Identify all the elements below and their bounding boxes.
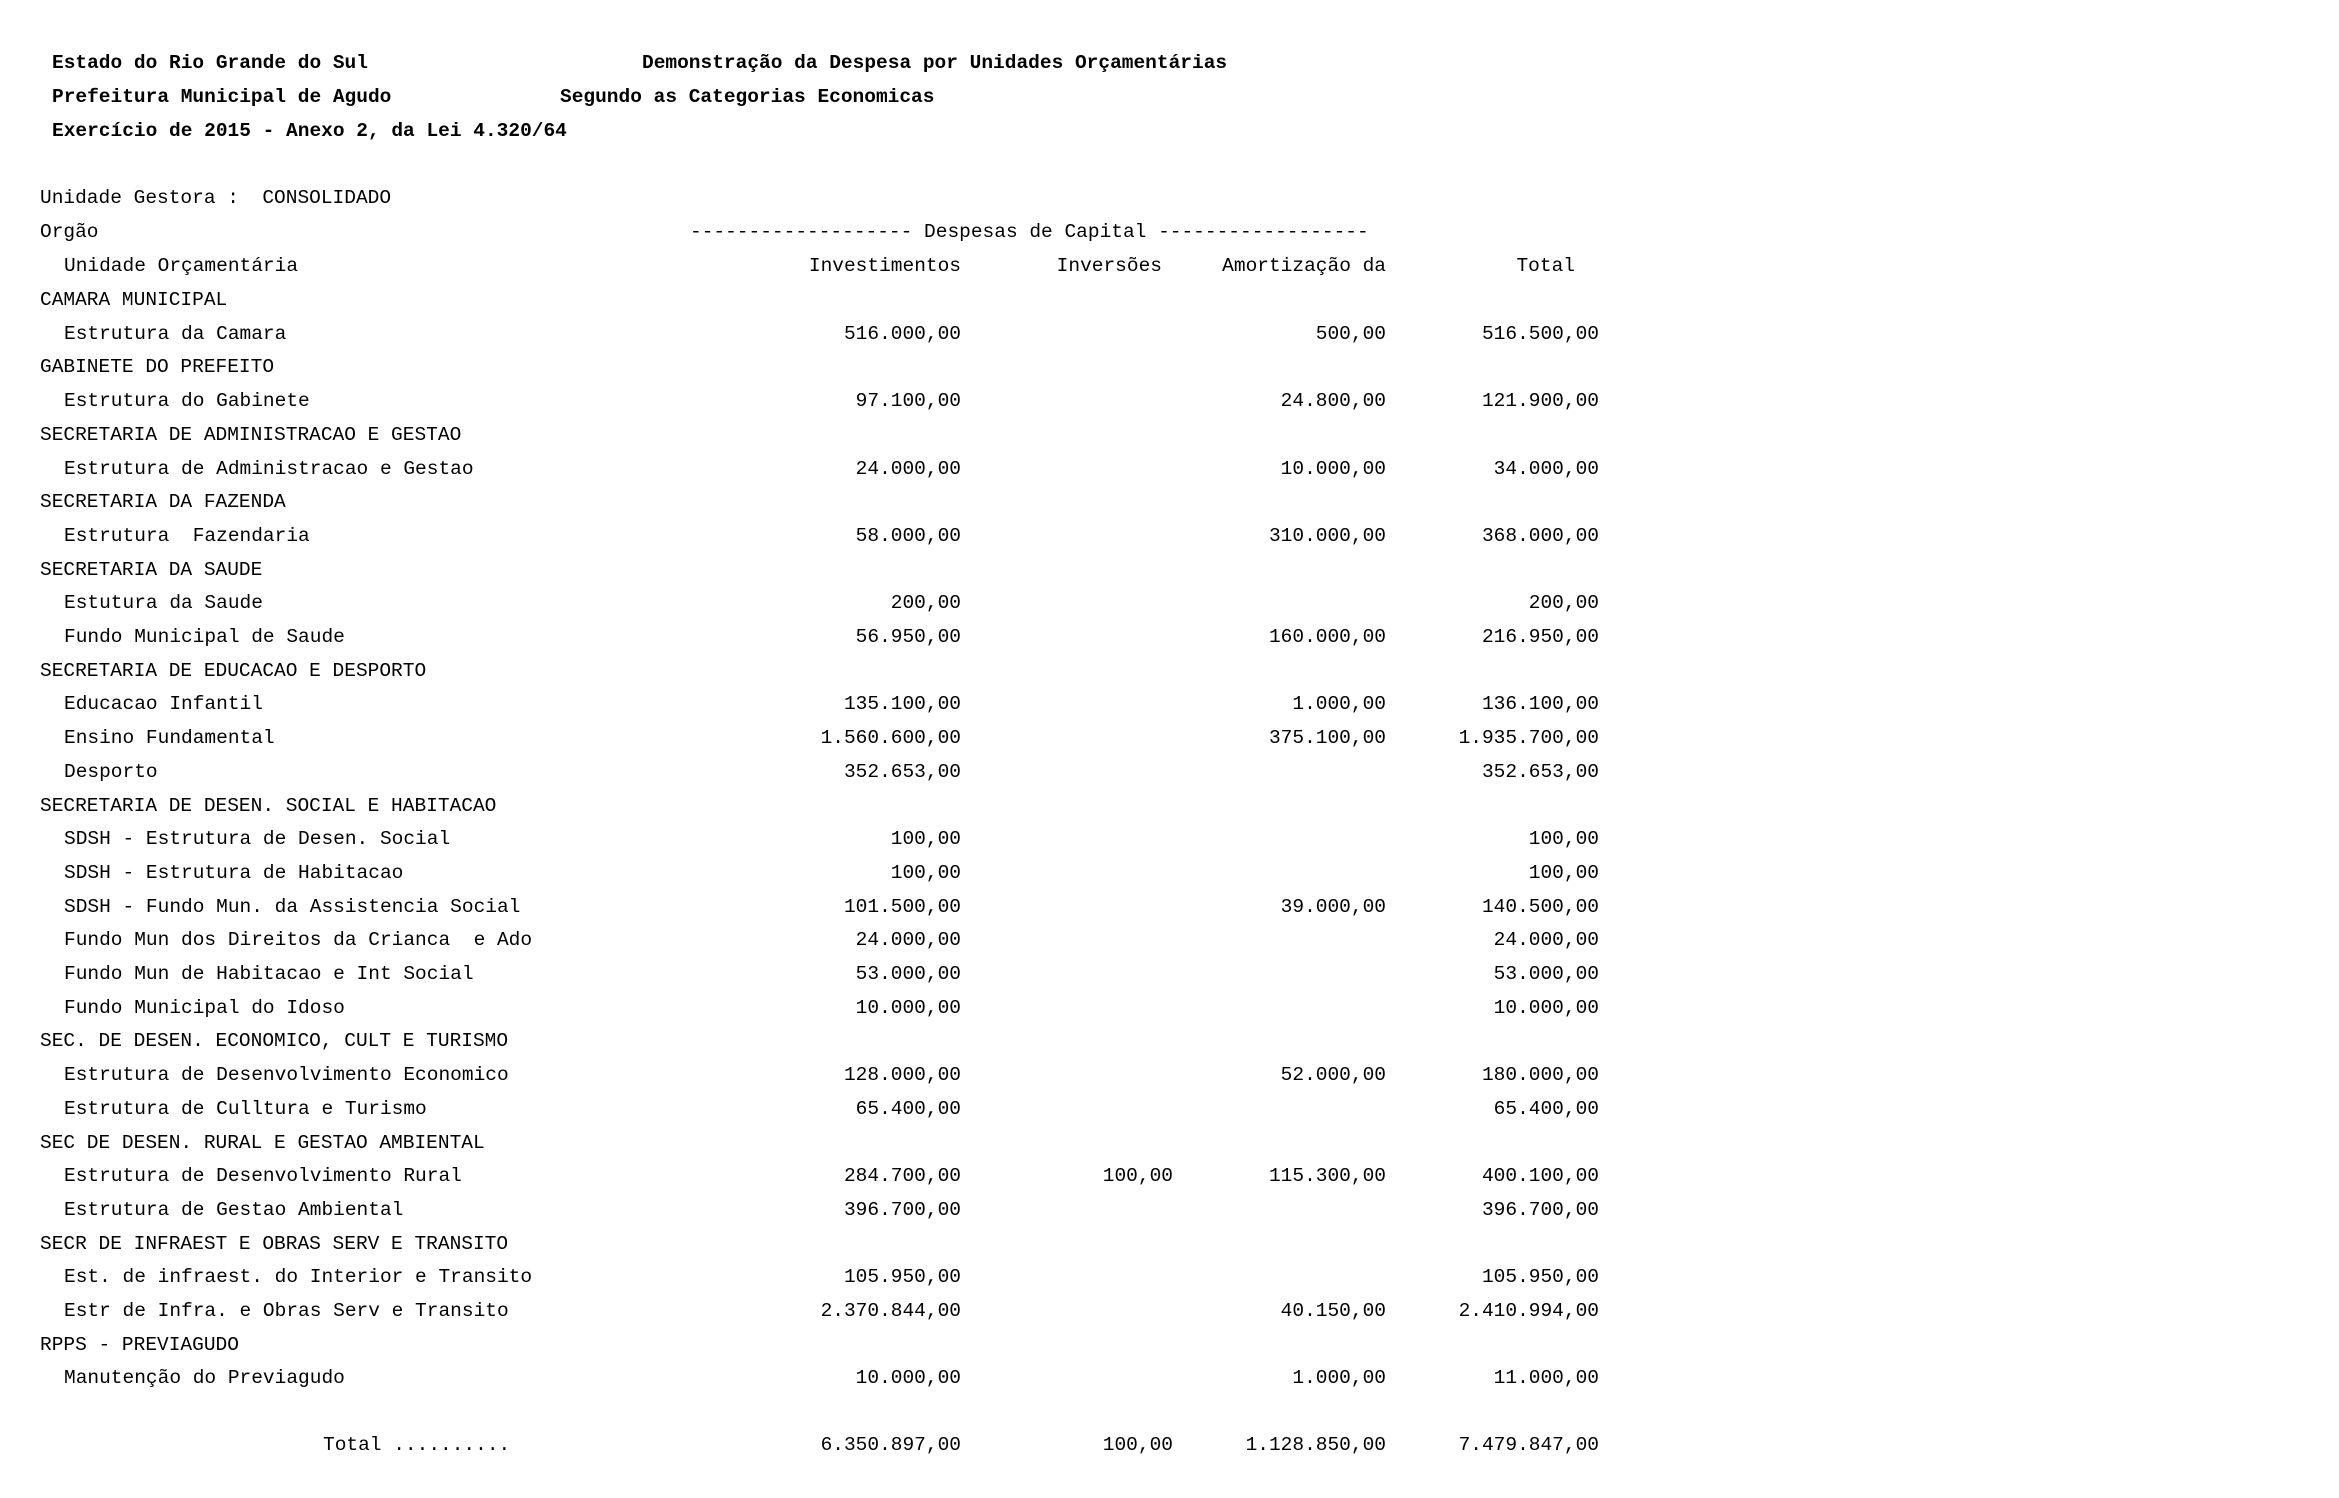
total-cell: 11.000,00	[1493, 1367, 1599, 1390]
total-cell: 121.900,00	[1481, 390, 1599, 413]
amortizacao-cell: 1.000,00	[1292, 1367, 1386, 1390]
amortizacao-cell: 160.000,00	[1268, 626, 1386, 648]
total-cell: 24.000,00	[1493, 929, 1599, 952]
investimentos-cell: 24.000,00	[855, 457, 961, 480]
total-investimentos: 6.350.897,00	[820, 1434, 961, 1456]
org-name: SEC DE DESEN. RURAL E GESTAO AMBIENTAL	[40, 1131, 485, 1154]
unit-name: Estrutura de Gestao Ambiental	[64, 1198, 404, 1221]
org-name: SECRETARIA DA FAZENDA	[40, 491, 286, 514]
investimentos-cell: 100,00	[890, 861, 961, 884]
unit-name: Estrutura do Gabinete	[64, 390, 310, 413]
capital-expenses-group-header: ------------------- Despesas de Capital ------------------	[690, 221, 1369, 243]
total-cell: 368.000,00	[1481, 524, 1599, 547]
investimentos-cell: 53.000,00	[855, 963, 961, 985]
investimentos-cell: 56.950,00	[855, 626, 961, 648]
investimentos-cell: 352.653,00	[843, 760, 961, 783]
org-name: SECRETARIA DE ADMINISTRACAO E GESTAO	[40, 423, 462, 446]
total-amortizacao: 1.128.850,00	[1245, 1434, 1386, 1456]
org-column-label: Orgão	[40, 221, 99, 243]
unit-name: Estrutura de Desenvolvimento Rural	[64, 1165, 462, 1188]
total-cell: 136.100,00	[1481, 693, 1599, 716]
org-name: GABINETE DO PREFEITO	[40, 356, 275, 379]
investimentos-cell: 200,00	[890, 592, 961, 615]
amortizacao-cell: 39.000,00	[1280, 895, 1386, 918]
total-total: 7.479.847,00	[1458, 1434, 1599, 1456]
state-name: Estado do Rio Grande do Sul	[52, 52, 368, 74]
investimentos-column-header: Investimentos	[808, 255, 961, 277]
total-cell: 100,00	[1528, 861, 1599, 884]
total-cell: 34.000,00	[1493, 457, 1599, 480]
inversoes-column-header: Inversões	[1056, 255, 1162, 277]
total-cell: 105.950,00	[1481, 1266, 1599, 1289]
total-cell: 516.500,00	[1481, 322, 1599, 345]
investimentos-cell: 100,00	[890, 828, 961, 851]
total-inversoes: 100,00	[1102, 1434, 1173, 1456]
amortizacao-cell: 310.000,00	[1268, 524, 1386, 547]
unit-name: Manutenção do Previagudo	[64, 1367, 345, 1390]
amortizacao-cell: 115.300,00	[1268, 1165, 1386, 1188]
total-cell: 400.100,00	[1481, 1165, 1599, 1188]
amortizacao-cell: 500,00	[1315, 322, 1386, 345]
amortizacao-cell: 10.000,00	[1280, 457, 1386, 480]
org-name: SECR DE INFRAEST E OBRAS SERV E TRANSITO	[40, 1232, 509, 1255]
total-cell: 65.400,00	[1493, 1097, 1599, 1120]
exercise-line: Exercício de 2015 - Anexo 2, da Lei 4.320/64	[52, 120, 567, 142]
total-cell: 216.950,00	[1481, 626, 1599, 648]
investimentos-cell: 516.000,00	[843, 322, 961, 345]
total-row-label: Total ..........	[323, 1434, 511, 1456]
investimentos-cell: 105.950,00	[843, 1266, 961, 1289]
amortizacao-cell: 52.000,00	[1280, 1064, 1386, 1087]
unit-name: Fundo Municipal de Saude	[64, 626, 345, 648]
total-cell: 10.000,00	[1493, 996, 1599, 1019]
investimentos-cell: 396.700,00	[843, 1198, 961, 1221]
amortizacao-cell: 375.100,00	[1268, 727, 1386, 750]
unit-gestora-label: Unidade Gestora : CONSOLIDADO	[40, 187, 392, 209]
org-name: SEC. DE DESEN. ECONOMICO, CULT E TURISMO	[40, 1030, 509, 1053]
unit-name: SDSH - Fundo Mun. da Assistencia Social	[64, 895, 521, 918]
org-name: SECRETARIA DA SAUDE	[40, 558, 263, 581]
unit-name: SDSH - Estrutura de Desen. Social	[64, 828, 451, 851]
amortizacao-cell: 40.150,00	[1280, 1300, 1386, 1322]
investimentos-cell: 101.500,00	[843, 895, 961, 918]
org-name: SECRETARIA DE DESEN. SOCIAL E HABITACAO	[40, 794, 497, 817]
investimentos-cell: 284.700,00	[843, 1165, 961, 1188]
unit-name: Estrutura de Culltura e Turismo	[64, 1097, 427, 1120]
investimentos-cell: 24.000,00	[855, 929, 961, 952]
unit-name: Estrutura de Administracao e Gestao	[64, 457, 474, 480]
total-cell: 396.700,00	[1481, 1198, 1599, 1221]
unit-name: Estrutura de Desenvolvimento Economico	[64, 1064, 509, 1087]
investimentos-cell: 58.000,00	[855, 524, 961, 547]
unit-name: Fundo Municipal do Idoso	[64, 996, 345, 1019]
amortizacao-cell: 24.800,00	[1280, 390, 1386, 413]
unit-name: Fundo Mun de Habitacao e Int Social	[64, 963, 474, 985]
org-name: SECRETARIA DE EDUCACAO E DESPORTO	[40, 659, 427, 682]
total-cell: 180.000,00	[1481, 1064, 1599, 1087]
total-cell: 200,00	[1528, 592, 1599, 615]
total-cell: 100,00	[1528, 828, 1599, 851]
unit-column-header: Unidade Orçamentária	[64, 255, 299, 277]
org-name: RPPS - PREVIAGUDO	[40, 1333, 239, 1356]
inversoes-cell: 100,00	[1102, 1165, 1173, 1188]
amortizacao-column-header: Amortização da	[1222, 255, 1386, 277]
total-cell: 1.935.700,00	[1458, 727, 1599, 750]
investimentos-cell: 10.000,00	[855, 1367, 961, 1390]
unit-name: Educacao Infantil	[64, 693, 263, 716]
investimentos-cell: 128.000,00	[843, 1064, 961, 1087]
total-cell: 140.500,00	[1481, 895, 1599, 918]
unit-name: Desporto	[64, 760, 158, 783]
unit-name: Est. de infraest. do Interior e Transito	[64, 1266, 533, 1289]
unit-name: Estutura da Saude	[64, 592, 263, 615]
investimentos-cell: 65.400,00	[855, 1097, 961, 1120]
total-cell: 352.653,00	[1481, 760, 1599, 783]
total-column-header: Total	[1516, 255, 1575, 277]
investimentos-cell: 10.000,00	[855, 996, 961, 1019]
unit-name: Estrutura Fazendaria	[64, 524, 310, 547]
amortizacao-cell: 1.000,00	[1292, 693, 1386, 716]
unit-name: Estrutura da Camara	[64, 322, 287, 345]
report-title: Demonstração da Despesa por Unidades Orçamentárias	[642, 52, 1228, 74]
investimentos-cell: 1.560.600,00	[820, 727, 961, 750]
unit-name: Ensino Fundamental	[64, 727, 275, 750]
unit-name: SDSH - Estrutura de Habitacao	[64, 861, 404, 884]
unit-name: Estr de Infra. e Obras Serv e Transito	[64, 1300, 509, 1322]
investimentos-cell: 135.100,00	[843, 693, 961, 716]
total-cell: 2.410.994,00	[1458, 1300, 1599, 1322]
prefecture-name: Prefeitura Municipal de Agudo	[52, 86, 392, 108]
report-subtitle: Segundo as Categorias Economicas	[560, 86, 935, 108]
unit-name: Fundo Mun dos Direitos da Crianca e Ado	[64, 929, 533, 952]
investimentos-cell: 97.100,00	[855, 390, 961, 413]
investimentos-cell: 2.370.844,00	[820, 1300, 961, 1322]
org-name: CAMARA MUNICIPAL	[40, 289, 228, 311]
total-cell: 53.000,00	[1493, 963, 1599, 985]
